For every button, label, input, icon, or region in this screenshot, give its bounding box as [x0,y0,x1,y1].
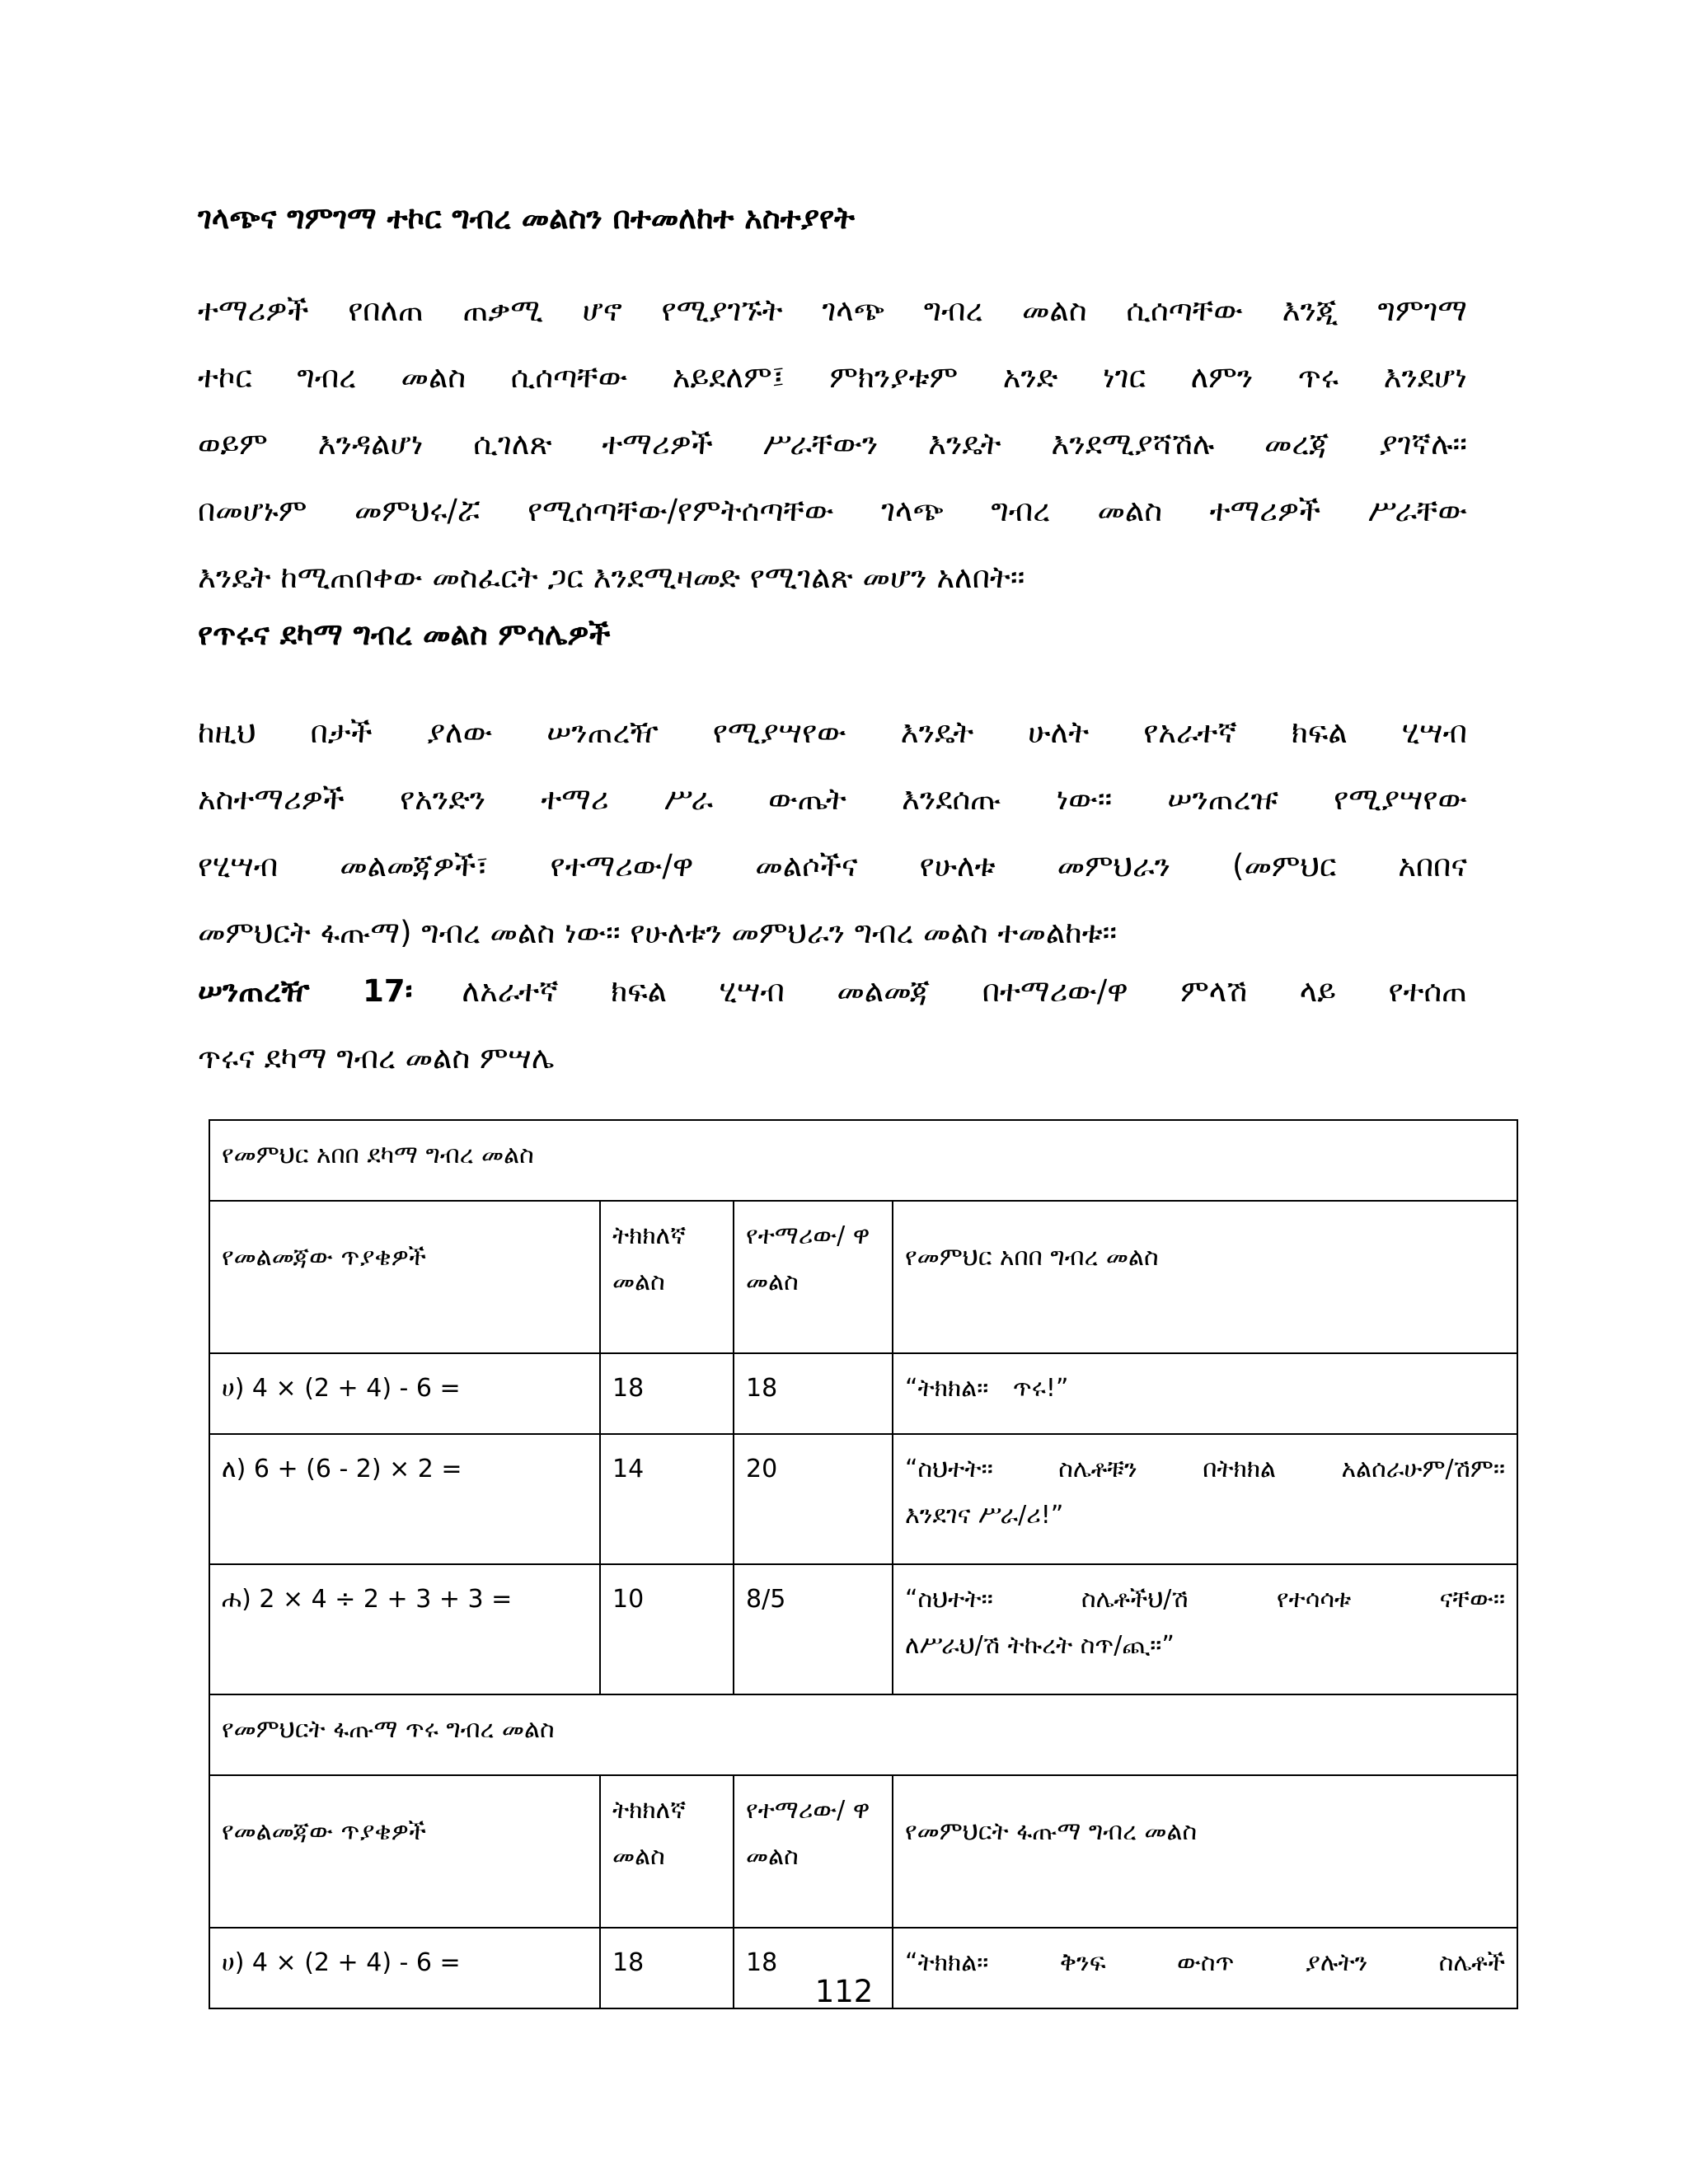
feedback-line: ለሥራህ/ሽ ትኩረት ስጥ/ጪ፡፡” [905,1631,1175,1660]
correct-answer-cell: 18 [600,1928,734,2008]
paragraph-line: መምህርት ፋጡማ) ግብረ መልስ ነው፡፡ የሁለቱን መምህራን ግብረ መልስ ተመልከቱ፡፡ [198,915,1118,950]
feedback-cell [893,1564,1517,1694]
paragraph-line: በመሆኑም መምህሩ/ሯ የሚሰጣቸው/የምትሰጣቸው ገላጭ ግብረ መልስ ተማሪዎች ሥራቸው [198,493,1467,528]
paragraph-line: እንዴት ከሚጠበቀው መስፈርት ጋር እንደሚዛመድ የሚገልጽ መሆን አለበት፡፡ [198,560,1025,595]
feedback-comparison-table [209,1119,1518,2009]
feedback-cell [893,1353,1517,1434]
correct-answer-cell: 18 [600,1353,734,1434]
table-section-header [209,1120,1517,1201]
correct-answer-cell: 14 [600,1434,734,1564]
question-cell: ሀ) 4 × (2 + 4) - 6 = [209,1353,600,1434]
header-cell: የተማሪው/ ዋ መልስ [734,1775,893,1928]
table-header-row [209,1201,1517,1353]
header-cell: የመምህርት ፋጡማ ግብረ መልስ [893,1775,1517,1928]
table-section-header [209,1694,1517,1775]
question-cell: ለ) 6 + (6 - 2) × 2 = [209,1434,600,1564]
feedback-line: “ስህተት፡፡ ስሌቶችህ/ሽ የተሳሳቱ ናቸው፡፡ [905,1585,1506,1614]
header-cell: የተማሪው/ ዋ መልስ [734,1201,893,1353]
feedback-line: “ትክክል፡፡ ጥሩ!” [905,1374,1069,1403]
table-caption [198,958,1467,1091]
student-answer-cell: 18 [734,1928,893,2008]
table-row [209,1353,1517,1434]
table-header-row [209,1775,1517,1928]
question-cell: ሀ) 4 × (2 + 4) - 6 = [209,1928,600,2008]
header-cell: የመምህር አበበ ግብረ መልስ [893,1201,1517,1353]
section-title: የመምህር አበበ ደካማ ግብረ መልስ [209,1120,1517,1201]
paragraph-line: ከዚህ በታች ያለው ሠንጠረዥ የሚያሣየው እንዴት ሁለት የአራተኛ ክፍል ሂሣብ [198,715,1467,750]
table-caption-line: ጥሩና ደካማ ግብረ መልስ ምሣሌ [198,1040,555,1076]
student-answer-cell: 20 [734,1434,893,1564]
feedback-line: “ትክክል፡፡ ቅንፍ ውስጥ ያሉትን ስሌቶች [905,1948,1506,1977]
correct-answer-cell: 10 [600,1564,734,1694]
page-number: 112 [814,1974,874,2009]
header-cell: የመልመጃው ጥያቄዎች [209,1201,600,1353]
header-cell: የመልመጃው ጥያቄዎች [209,1775,600,1928]
paragraph-line: ወይም እንዳልሆነ ሲገለጽ ተማሪዎች ሥራቸውን እንዴት እንደሚያሻሽሉ መረጃ ያገኛሉ፡፡ [198,426,1467,462]
paragraph-line: አስተማሪዎች የአንድን ተማሪ ሥራ ውጤት እንደሰጡ ነው፡፡ ሠንጠረዡ የሚያሣየው [198,781,1467,817]
paragraph-line: ተኮር ግብረ መልስ ሲሰጣቸው አይደለም፤ ምክንያቱም አንድ ነገር ለምን ጥሩ እንደሆነ [198,359,1467,395]
feedback-cell [893,1434,1517,1564]
paragraph-line: ተማሪዎች የበለጠ ጠቃሚ ሆኖ የሚያገኙት ገላጭ ግብረ መልስ ሲሰጣቸው እንጂ ግምገማ [198,293,1467,328]
table-row [209,1564,1517,1694]
feedback-line: “ስህተት፡፡ ስሌቶቹን በትክክል አልሰራሁም/ሽም፡፡ [905,1455,1506,1483]
feedback-line: እንደገና ሥራ/ሪ!” [905,1501,1064,1530]
student-answer-cell: 8/5 [734,1564,893,1694]
header-cell: ትክክለኛ መልስ [600,1775,734,1928]
question-cell: ሐ) 2 × 4 ÷ 2 + 3 + 3 = [209,1564,600,1694]
table-caption-label: ሠንጠረዥ 17፡ [198,973,413,1009]
section-title: የመምህርት ፋጡማ ጥሩ ግብረ መልስ [209,1694,1517,1775]
paragraph-line: የሂሣብ መልመጃዎች፣ የተማሪው/ዋ መልሶችና የሁለቱ መምህራን (መምህር አበበና [198,848,1467,883]
student-answer-cell: 18 [734,1353,893,1434]
section-heading-descriptive-feedback: ገላጭና ግምገማ ተኮር ግብረ መልስን በተመለከተ አስተያየት [198,200,855,236]
header-cell: ትክክለኛ መልስ [600,1201,734,1353]
section-heading-feedback-examples: የጥሩና ደካማ ግብረ መልስ ምሳሌዎች [198,616,611,652]
table-caption-line [198,958,1467,1024]
table-caption-text: ለአራተኛ ክፍል ሂሣብ መልመጃ በተማሪው/ዋ ምላሽ ላይ የተሰጠ [462,973,1467,1009]
table-row [209,1434,1517,1564]
